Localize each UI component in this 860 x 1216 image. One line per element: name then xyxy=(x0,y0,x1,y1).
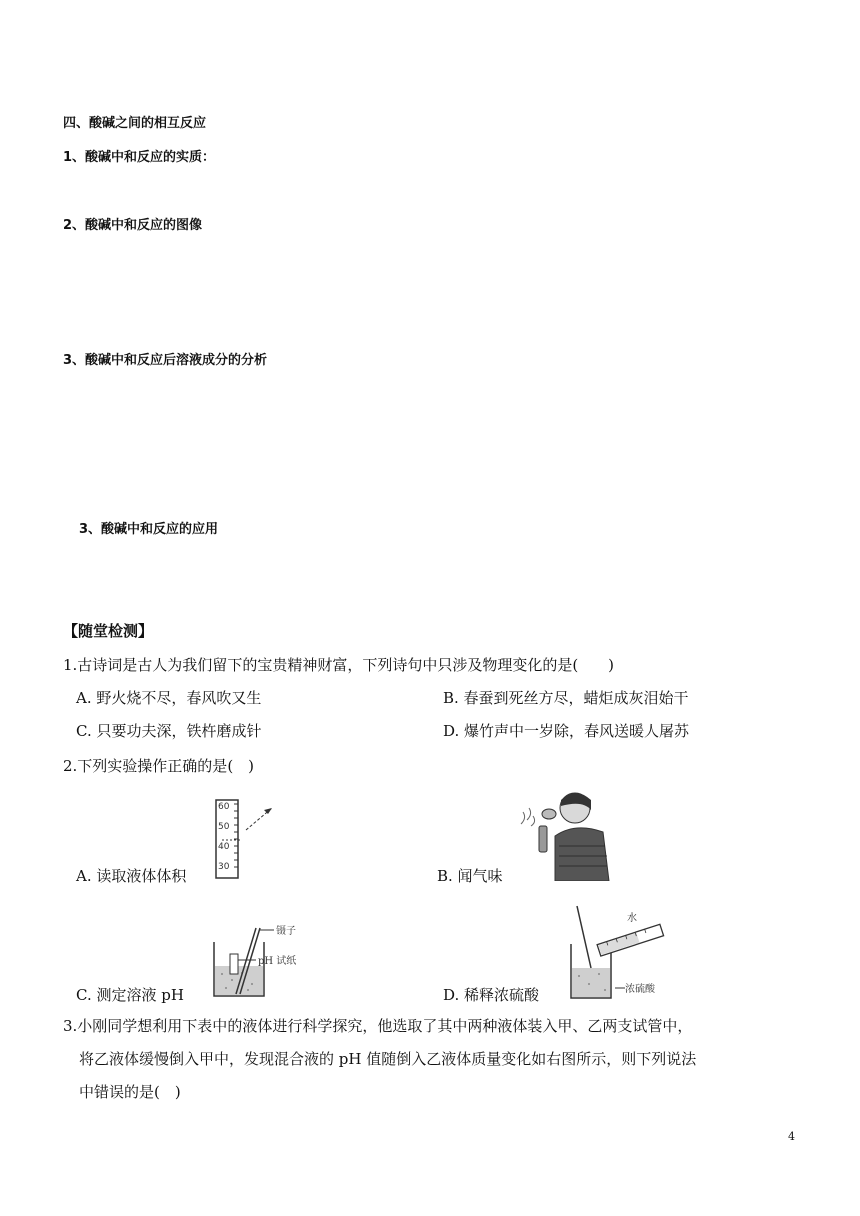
q1-option-d: D. 爆竹声中一岁除，春风送暖人屠苏 xyxy=(443,722,690,740)
tweezers-label: 镊子 xyxy=(276,926,296,937)
page-number: 4 xyxy=(788,1130,795,1143)
ph-paper-label: pH 试纸 xyxy=(258,956,297,967)
tick-50: 50 xyxy=(218,822,230,832)
tick-60: 60 xyxy=(218,802,230,812)
q2-option-a: A. 读取液体体积 xyxy=(76,867,187,885)
section-item-2: 2、酸碱中和反应的图像 xyxy=(63,218,203,233)
section-item-3: 3、酸碱中和反应后溶液成分的分析 xyxy=(63,353,268,368)
tick-30: 30 xyxy=(218,862,230,872)
water-label: 水 xyxy=(627,913,637,924)
q3-line-3: 中错误的是( ) xyxy=(79,1083,181,1101)
acid-label: 浓硫酸 xyxy=(625,984,655,995)
q1-option-a: A. 野火烧不尽，春风吹又生 xyxy=(76,689,262,707)
section-item-1: 1、酸碱中和反应的实质： xyxy=(63,150,216,165)
tick-40: 40 xyxy=(218,842,230,852)
q2-option-b: B. 闻气味 xyxy=(437,867,503,885)
dilution-figure xyxy=(567,902,677,1002)
q2-option-d: D. 稀释浓硫酸 xyxy=(443,986,540,1004)
q1-stem: 1.古诗词是古人为我们留下的宝贵精神财富，下列诗句中只涉及物理变化的是( ) xyxy=(63,656,615,674)
q2-stem: 2.下列实验操作正确的是( ) xyxy=(63,757,255,775)
q3-line-2: 将乙液体缓慢倒入甲中，发现混合液的 pH 值随倒入乙液体质量变化如右图所示，则下列说法 xyxy=(79,1050,697,1068)
section-item-4: 3、酸碱中和反应的应用 xyxy=(79,522,219,537)
graduated-cylinder-figure xyxy=(212,796,284,880)
hand-icon xyxy=(542,809,556,819)
ph-test-figure xyxy=(208,918,318,1000)
q1-option-c: C. 只要功夫深，铁杵磨成针 xyxy=(76,722,262,740)
smelling-person-figure xyxy=(515,786,615,881)
quiz-heading: 【随堂检测】 xyxy=(63,622,154,640)
q1-option-b: B. 春蚕到死丝方尽，蜡炬成灰泪始干 xyxy=(443,689,689,707)
section-title: 四、酸碱之间的相互反应 xyxy=(63,116,207,131)
q3-line-1: 3.小刚同学想利用下表中的液体进行科学探究，他选取了其中两种液体装入甲、乙两支试管中， xyxy=(63,1017,693,1035)
q2-option-c: C. 测定溶液 pH xyxy=(76,986,184,1004)
